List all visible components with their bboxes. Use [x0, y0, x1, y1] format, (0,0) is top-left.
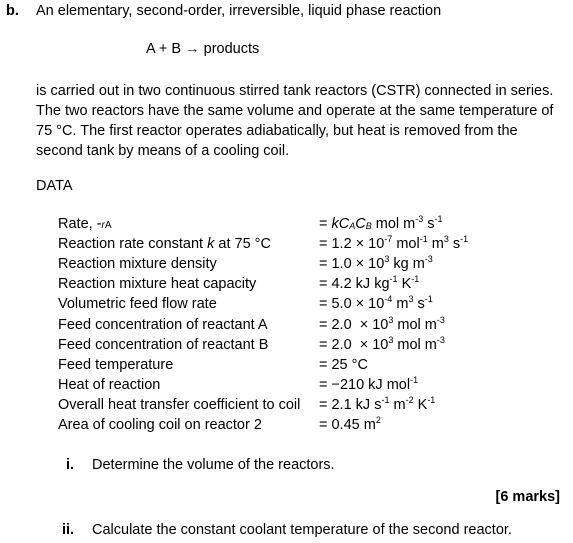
- data-value: = $kC_AC_B$ mol $m^{-3}$ $s^{-1}$: [319, 214, 443, 232]
- question-intro: An elementary, second-order, irreversible, liquid phase reaction: [36, 3, 442, 19]
- data-label: Reaction rate constant k at 75 °C: [58, 236, 271, 252]
- data-label: Reaction mixture density: [58, 256, 217, 272]
- data-label: Rate, -rA: [58, 216, 112, 232]
- data-row-feed-conc-a: [58, 317, 568, 337]
- data-value: = $1.0 \times 10^3$ kg $m^{-3}$: [319, 254, 433, 272]
- data-row-coil-area: [58, 417, 568, 437]
- data-value: = $2.0 \times 10^3$ mol $m^{-3}$: [319, 335, 445, 353]
- data-row-rate-constant: [58, 236, 568, 256]
- part-ii-text: Calculate the constant coolant temperature of the second reactor.: [92, 522, 512, 538]
- question-paragraph: is carried out in two continuous stirred tank reactors (CSTR) connected in series. The two reactors have the same volume and operate at the same temperature of 75 °C. The first reactor operates adiabatically, but heat is removed from the second tank by means of a cooling coil.: [36, 83, 554, 159]
- data-value: = 25 °C: [319, 357, 368, 373]
- data-label: Heat of reaction: [58, 377, 161, 393]
- data-label: Overall heat transfer coefficient to coil: [58, 397, 301, 413]
- data-value: = 2.1 kJ $s^{-1}$ $m^{-2}$ $K^{-1}$: [319, 395, 436, 413]
- data-value: = $2.0 \times 10^3$ mol $m^{-3}$: [319, 315, 445, 333]
- reaction-equation: A + B → products: [146, 41, 260, 57]
- data-row-feed-conc-b: [58, 337, 568, 357]
- data-value: = 0.45 $m^2$: [319, 415, 381, 433]
- data-label: Feed temperature: [58, 357, 174, 373]
- data-row-rate: [58, 216, 568, 236]
- data-value: = $5.0 \times 10^{-4}$ $m^3$ $s^{-1}$: [319, 294, 433, 312]
- marks-badge: [6 marks]: [495, 489, 560, 505]
- data-value: = −210 kJ mol$^{-1}$: [319, 375, 419, 393]
- data-heading: DATA: [36, 178, 73, 194]
- data-row-heat-of-reaction: [58, 377, 568, 397]
- data-row-heat-capacity: [58, 276, 568, 296]
- data-label: Feed concentration of reactant A: [58, 317, 268, 333]
- part-i-text: Determine the volume of the reactors.: [92, 457, 335, 473]
- data-row-heat-transfer-coefficient: [58, 397, 568, 417]
- data-label: Volumetric feed flow rate: [58, 296, 217, 312]
- data-label: Reaction mixture heat capacity: [58, 276, 257, 292]
- data-row-feed-temperature: [58, 357, 568, 377]
- question-label: b.: [6, 3, 19, 19]
- part-i-number: i.: [66, 457, 75, 473]
- part-ii-number: ii.: [62, 522, 75, 538]
- data-value: = $1.2 \times 10^{-7}$ mol$^{-1}$ $m^3$ $s^{-1}$: [319, 234, 469, 252]
- data-row-flow-rate: [58, 296, 568, 316]
- data-label: Feed concentration of reactant B: [58, 337, 269, 353]
- data-value: = 4.2 kJ $kg^{-1}$ $K^{-1}$: [319, 274, 420, 292]
- data-row-density: [58, 256, 568, 276]
- data-label: Area of cooling coil on reactor 2: [58, 417, 262, 433]
